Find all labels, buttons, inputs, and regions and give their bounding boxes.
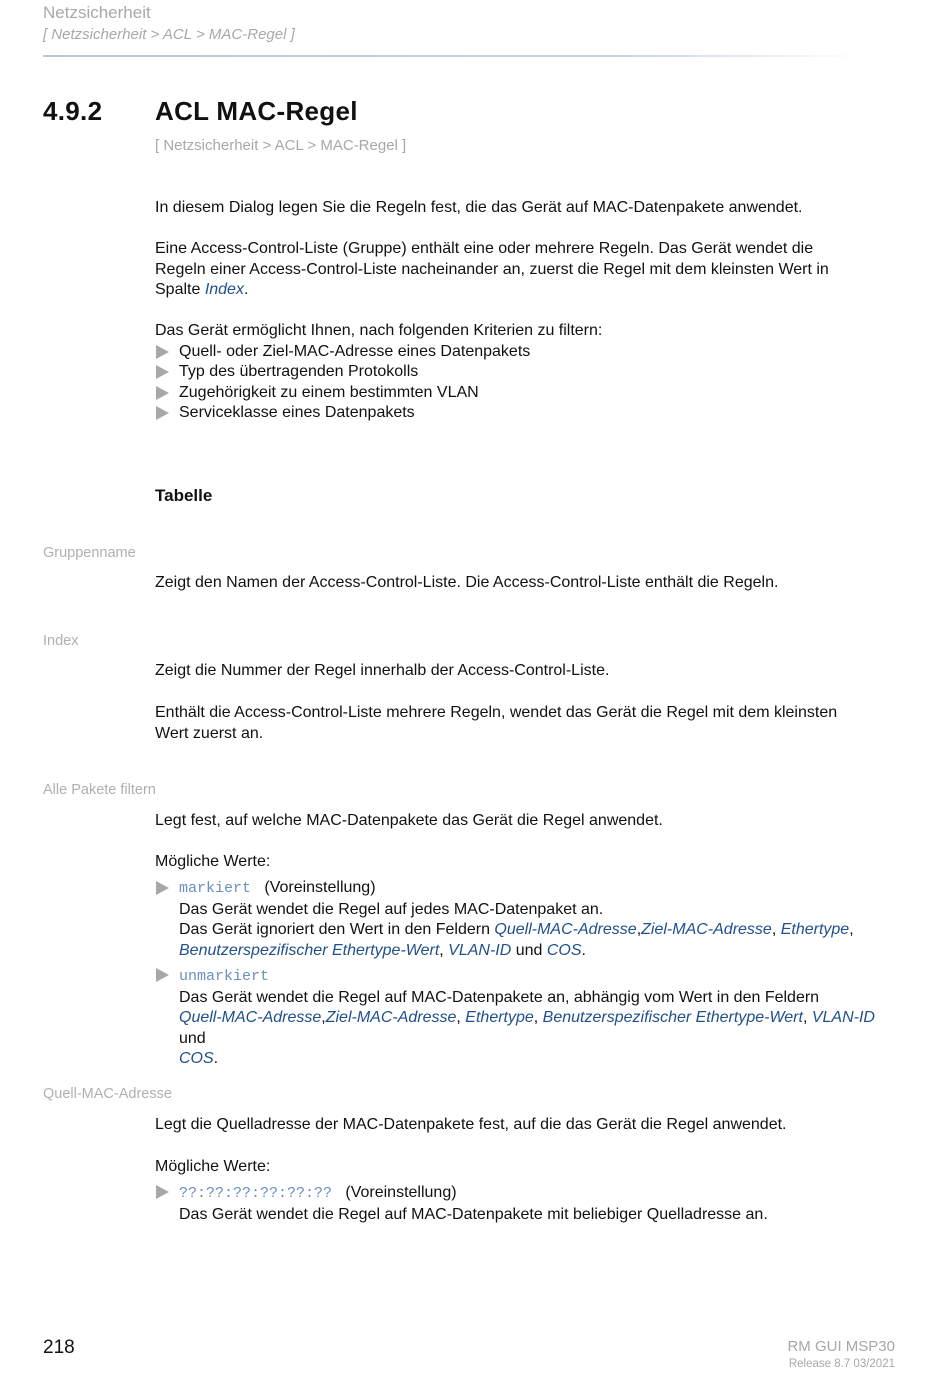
intro-paragraph-1: In diesem Dialog legen Sie die Regeln fest, die das Gerät auf MAC-Datenpakete anwendet. <box>155 199 803 216</box>
option-any-mac-line-1: Das Gerät wendet die Regel auf MAC-Datenpakete mit beliebiger Quelladresse an. <box>179 1205 768 1223</box>
link-quell-mac-adresse[interactable]: Quell-MAC-Adresse <box>179 1009 322 1027</box>
option-unmarkiert-line-1: Das Gerät wendet die Regel auf MAC-Datenpakete an, abhängig vom Wert in den Feldern <box>179 988 820 1006</box>
bullet-arrow-icon <box>156 406 169 420</box>
text-run: , <box>321 1009 326 1027</box>
default-note: (Voreinstellung) <box>264 879 376 896</box>
text-run: , <box>802 1009 812 1027</box>
field-label-quell-mac-adresse: Quell-MAC-Adresse <box>43 1086 172 1102</box>
header-divider <box>43 55 863 57</box>
running-header-breadcrumb: [ Netzsicherheit > ACL > MAC-Regel ] <box>43 26 295 43</box>
default-note: (Voreinstellung) <box>345 1184 457 1201</box>
option-value: markiert <box>179 880 252 897</box>
bullet-arrow-icon <box>156 881 169 895</box>
field-label-index: Index <box>43 633 79 649</box>
intro-p2-line-3-pre: Spalte <box>155 281 205 299</box>
index-description-2 <box>155 703 900 744</box>
intro-p2-line-3-post: . <box>243 281 249 299</box>
quell-mac-values-label: Mögliche Werte: <box>155 1158 271 1175</box>
intro-paragraph-2 <box>155 239 900 301</box>
bullet-arrow-icon <box>156 365 169 379</box>
alle-pakete-values-label: Mögliche Werte: <box>155 853 271 870</box>
criteria-item: Zugehörigkeit zu einem bestimmten VLAN <box>179 384 479 401</box>
intro-p2-line-2: Regeln einer Access-Control-Liste nacheinander an, zuerst die Regel mit dem kleinsten Wert in <box>155 260 829 278</box>
link-benutzer-ethertype[interactable]: Benutzerspezifischer Ethertype-Wert <box>542 1009 803 1027</box>
criteria-item: Quell- oder Ziel-MAC-Adresse eines Datenpakets <box>179 343 531 360</box>
option-any-mac <box>179 1183 899 1225</box>
bullet-arrow-icon <box>156 1185 169 1199</box>
criteria-item: Typ des übertragenden Protokolls <box>179 363 419 380</box>
option-value: unmarkiert <box>179 968 270 985</box>
link-cos[interactable]: COS <box>546 941 582 959</box>
intro-p2-line-3 <box>155 280 900 301</box>
text-run: , <box>439 941 449 959</box>
option-unmarkiert-line-2 <box>179 1008 899 1049</box>
running-header-title: Netzsicherheit <box>43 3 151 22</box>
intro-p2-line-1: Eine Access-Control-Liste (Gruppe) enthält eine oder mehrere Regeln. Das Gerät wendet die <box>155 240 814 257</box>
link-ziel-mac-adresse[interactable]: Ziel-MAC-Adresse <box>325 1009 457 1027</box>
link-vlan-id[interactable]: VLAN-ID <box>811 1009 875 1027</box>
page-number: 218 <box>43 1337 75 1358</box>
section-title: ACL MAC-Regel <box>155 96 358 126</box>
link-ethertype[interactable]: Ethertype <box>780 921 850 939</box>
index-desc-line-1: Enthält die Access-Control-Liste mehrere Regeln, wendet das Gerät die Regel mit dem kleinsten <box>155 704 838 721</box>
link-ethertype[interactable]: Ethertype <box>465 1009 534 1027</box>
bullet-arrow-icon <box>156 968 169 982</box>
criteria-item: Serviceklasse eines Datenpakets <box>179 404 415 421</box>
link-quell-mac-adresse[interactable]: Quell-MAC-Adresse <box>494 921 637 939</box>
field-label-gruppenname: Gruppenname <box>43 545 136 561</box>
index-link[interactable]: Index <box>204 281 244 299</box>
text-run: , <box>456 1009 466 1027</box>
link-benutzer-ethertype[interactable]: Benutzerspezifischer Ethertype-Wert <box>179 941 440 959</box>
text-run: , <box>533 1009 543 1027</box>
text-run: , <box>636 921 642 939</box>
option-unmarkiert-head <box>179 966 899 988</box>
option-unmarkiert-line-3 <box>179 1049 899 1070</box>
text-run: , <box>849 921 854 939</box>
option-any-mac-head <box>179 1183 899 1205</box>
text-run: und <box>179 1029 206 1047</box>
table-subheading: Tabelle <box>155 486 213 505</box>
section-number: 4.9.2 <box>43 96 103 126</box>
option-markiert-line-1: Das Gerät wendet die Regel auf jedes MAC-Datenpaket an. <box>179 900 604 918</box>
option-markiert-line-2 <box>179 920 899 941</box>
field-label-alle-pakete-filtern: Alle Pakete filtern <box>43 782 156 798</box>
footer-release: Release 8.7 03/2021 <box>788 1358 895 1370</box>
index-desc-line-2: Wert zuerst an. <box>155 724 264 742</box>
text-run: . <box>581 941 586 959</box>
footer-product: RM GUI MSP30 <box>787 1338 895 1355</box>
section-path: [ Netzsicherheit > ACL > MAC-Regel ] <box>155 137 407 154</box>
link-ziel-mac-adresse[interactable]: Ziel-MAC-Adresse <box>641 921 772 939</box>
text-run: und <box>511 941 547 959</box>
text-run: , <box>771 921 781 939</box>
bullet-arrow-icon <box>156 386 169 400</box>
text-run: Das Gerät ignoriert den Wert in den Feldern <box>179 921 495 939</box>
index-description: Zeigt die Nummer der Regel innerhalb der Access-Control-Liste. <box>155 662 610 679</box>
option-unmarkiert <box>179 966 899 1070</box>
option-markiert <box>179 878 899 961</box>
option-value: ??:??:??:??:??:?? <box>179 1185 333 1202</box>
text-run: . <box>213 1050 219 1068</box>
intro-paragraph-3: Das Gerät ermöglicht Ihnen, nach folgenden Kriterien zu filtern: <box>155 322 603 339</box>
bullet-arrow-icon <box>156 345 169 359</box>
quell-mac-description: Legt die Quelladresse der MAC-Datenpakete fest, auf die das Gerät die Regel anwendet. <box>155 1116 787 1133</box>
link-vlan-id[interactable]: VLAN-ID <box>448 941 512 959</box>
option-markiert-line-3 <box>179 941 899 962</box>
option-markiert-head <box>179 878 899 900</box>
alle-pakete-description: Legt fest, auf welche MAC-Datenpakete das Gerät die Regel anwendet. <box>155 812 663 829</box>
link-cos[interactable]: COS <box>179 1050 214 1068</box>
gruppenname-description: Zeigt den Namen der Access-Control-Liste. Die Access-Control-Liste enthält die Regeln. <box>155 574 779 591</box>
